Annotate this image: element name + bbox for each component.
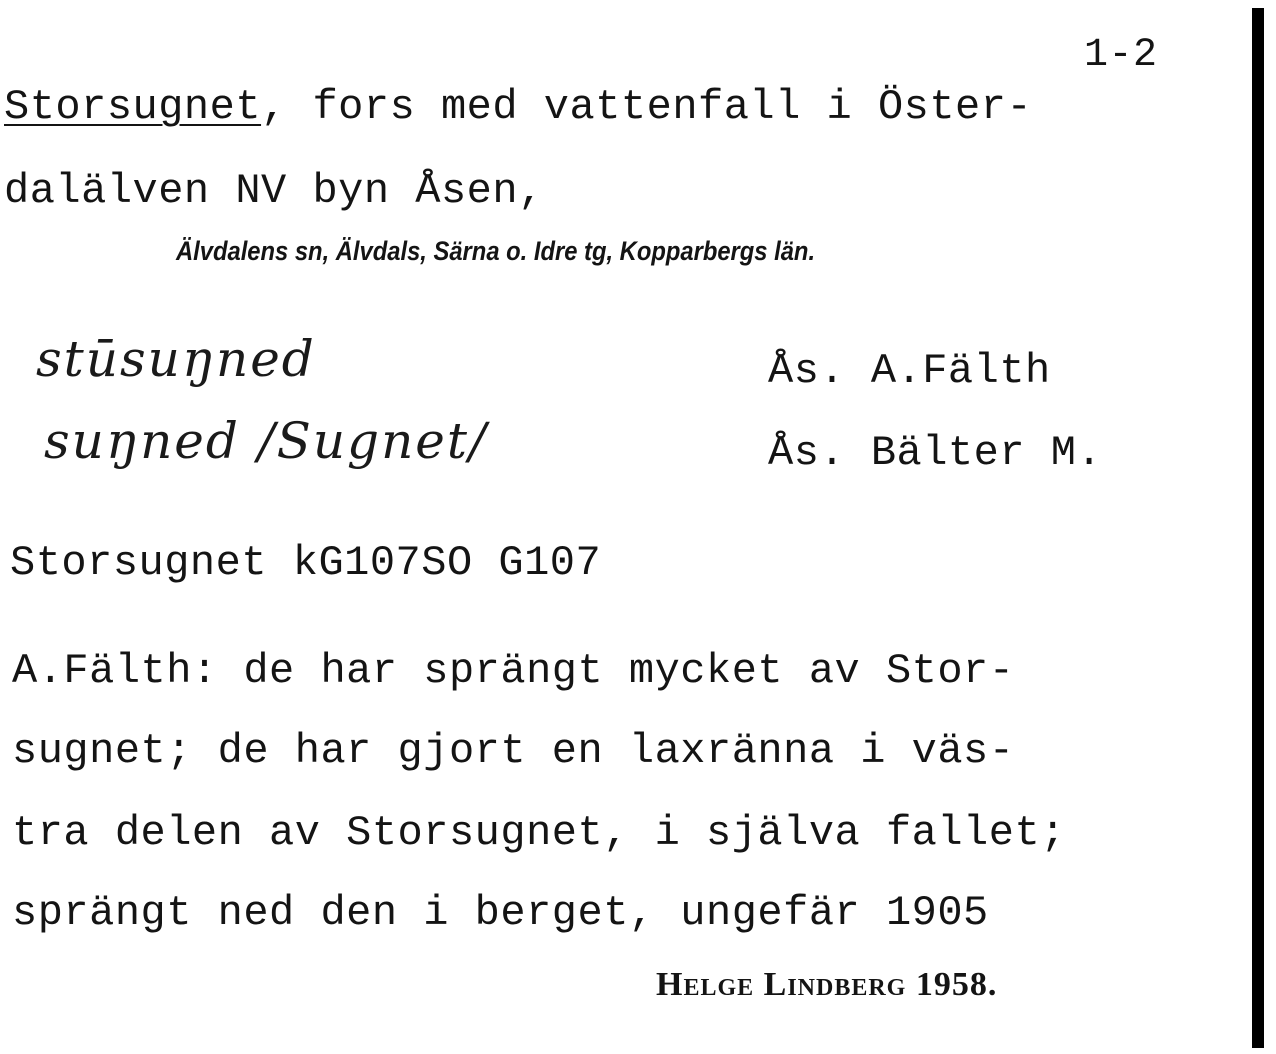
note-line: A.Fälth: de har sprängt mycket av Stor- [12,647,1015,695]
title-line [4,83,1033,131]
card-edge-bar [1252,8,1264,1048]
place-description: , fors med vattenfall i Öster- [261,83,1033,131]
note-line: tra delen av Storsugnet, i själva fallet; [12,809,1066,857]
parish-line: Älvdalens sn, Älvdals, Särna o. Idre tg, Kopparbergs län. [176,236,816,266]
collector-signature: Helge Lindberg 1958. [656,966,998,1003]
handwritten-pronunciation-1: stūsuŋned [36,330,316,388]
note-line: sugnet; de har gjort en laxränna i väs- [12,727,1015,775]
handwritten-pronunciation-2: suŋned /Sugnet/ [44,412,488,470]
informant-1: Ås. A.Fälth [768,347,1051,395]
place-description-line2: dalälven NV byn Åsen, [4,167,544,215]
card-number: 1-2 [1084,33,1158,78]
place-name: Storsugnet [4,83,262,131]
note-line: sprängt ned den i berget, ungefär 1905 [12,889,989,937]
informant-2: Ås. Bälter M. [768,429,1103,477]
classification-code: Storsugnet kG107SO G107 [10,539,602,587]
